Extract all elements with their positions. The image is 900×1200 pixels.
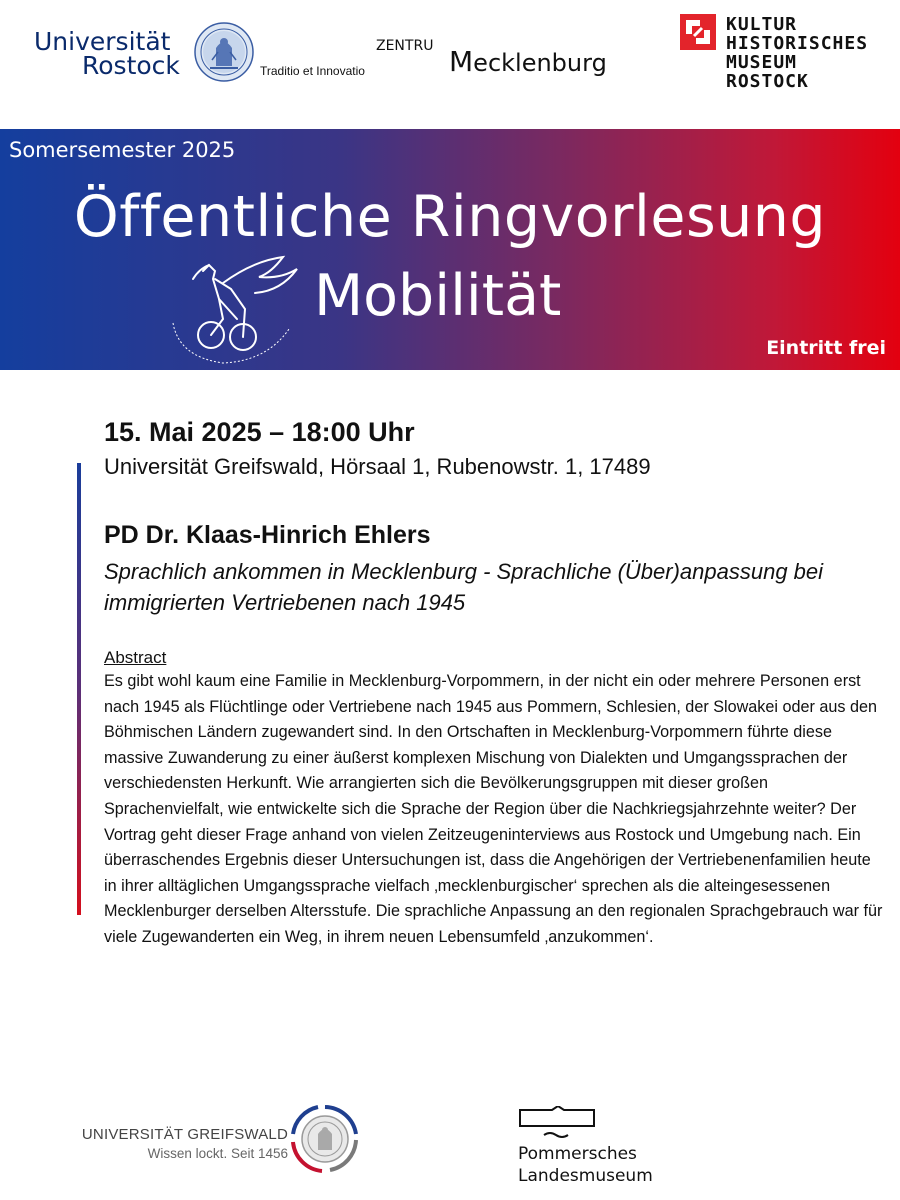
uni-rostock-logo (34, 22, 364, 92)
landesmuseum-mark-icon (518, 1106, 596, 1140)
accent-bar (77, 463, 81, 915)
uni-rostock-line1: Universität (34, 27, 171, 56)
banner-title: Öffentliche Ringvorlesung (73, 184, 827, 250)
event-banner (0, 129, 900, 370)
museum-line-4: ROSTOCK (726, 71, 809, 92)
kulturhistorisches-museum-logo (680, 14, 880, 96)
museum-line-2: HISTORISCHES (726, 33, 869, 54)
event-details (104, 414, 884, 951)
speaker-name: PD Dr. Klaas-Hinrich Ehlers (104, 521, 431, 549)
uni-greifswald-motto: Wissen lockt. Seit 1456 (147, 1146, 288, 1161)
zentrum-suffix-rest: ecklenburg (473, 49, 607, 77)
entry-free-label: Eintritt frei (766, 337, 886, 359)
event-date-time: 15. Mai 2025 – 18:00 Uhr (104, 417, 415, 447)
uni-greifswald-logo (80, 1104, 360, 1174)
event-location: Universität Greifswald, Hörsaal 1, Rubenowstr. 1, 17489 (104, 454, 651, 479)
museum-line-3: MUSEUM (726, 52, 798, 73)
uni-rostock-seal-icon (194, 22, 254, 82)
uni-rostock-wordmark (34, 27, 180, 80)
uni-rostock-motto: Traditio et Innovatio (260, 64, 365, 78)
museum-line-1: KULTUR (726, 14, 798, 35)
banner-subtitle: Mobilität (314, 263, 562, 329)
uni-greifswald-seal-icon (290, 1104, 360, 1174)
uni-greifswald-name: UNIVERSITÄT GREIFSWALD (81, 1126, 288, 1143)
landesmuseum-wordmark (518, 1143, 653, 1187)
landesmuseum-line1: Pommersches (518, 1144, 637, 1164)
zentrum-mecklenburg-logo (376, 38, 616, 78)
landesmuseum-line2: Landesmuseum (518, 1166, 653, 1186)
abstract-body: Es gibt wohl kaum eine Familie in Mecklenburg-Vorpommern, in der nicht ein oder mehrere Personen erst nach 1945 als Flüchtlinge oder Vertriebene nach 1945 aus Pommern, Schlesien, der Slowakei oder aus den Böhmischen Ländern zugewandert sind. In den Ortschaften in Mecklenburg-Vorpommern führte diese massive Zuwanderung zu einer äußerst komplexen Mischung von Dialekten und Umgangssprachen der verschiedensten Herkunft. Wie arrangierten sich die Bevölkerungsgruppen mit dieser großen Sprachenvielfalt, wie entwickelte sich die Sprache der Region über die Nachkriegsjahrzehnte weiter? Der Vortrag geht dieser Frage anhand von vielen Zeitzeugeninterviews aus Rostock und Umgebung nach. Ein überraschendes Ergebnis dieser Untersuchungen ist, dass die Angehörigen der Vertriebenenfamilien heute in ihrer alltäglichen Umgangssprache vielfach ‚mecklenburgischer‘ sprechen als die alteingesessenen Mecklenburger derselben Altersstufe. Die sprachliche Anpassung an den regionalen Sprachgebrauch war für viele Zugewanderten ein Weg, in ihrem neuen Lebensumfeld ‚anzukommen‘. (104, 672, 883, 946)
museum-mark-icon (680, 14, 716, 50)
museum-wordmark (726, 15, 868, 91)
uni-rostock-line2: Rostock (82, 51, 180, 80)
cyclist-emblem-icon (163, 249, 303, 367)
talk-title: Sprachlich ankommen in Mecklenburg - Sprachliche (Über)anpassung bei immigrierten Vertriebenen nach 1945 (104, 559, 824, 615)
zentrum-shared-letter: M (449, 45, 474, 78)
pommersches-landesmuseum-logo (518, 1106, 708, 1190)
banner-semester: Somersemester 2025 (9, 138, 236, 162)
zentrum-prefix: ZENTRU (376, 38, 434, 54)
zentrum-suffix (449, 45, 607, 78)
abstract-heading: Abstract (104, 648, 167, 667)
